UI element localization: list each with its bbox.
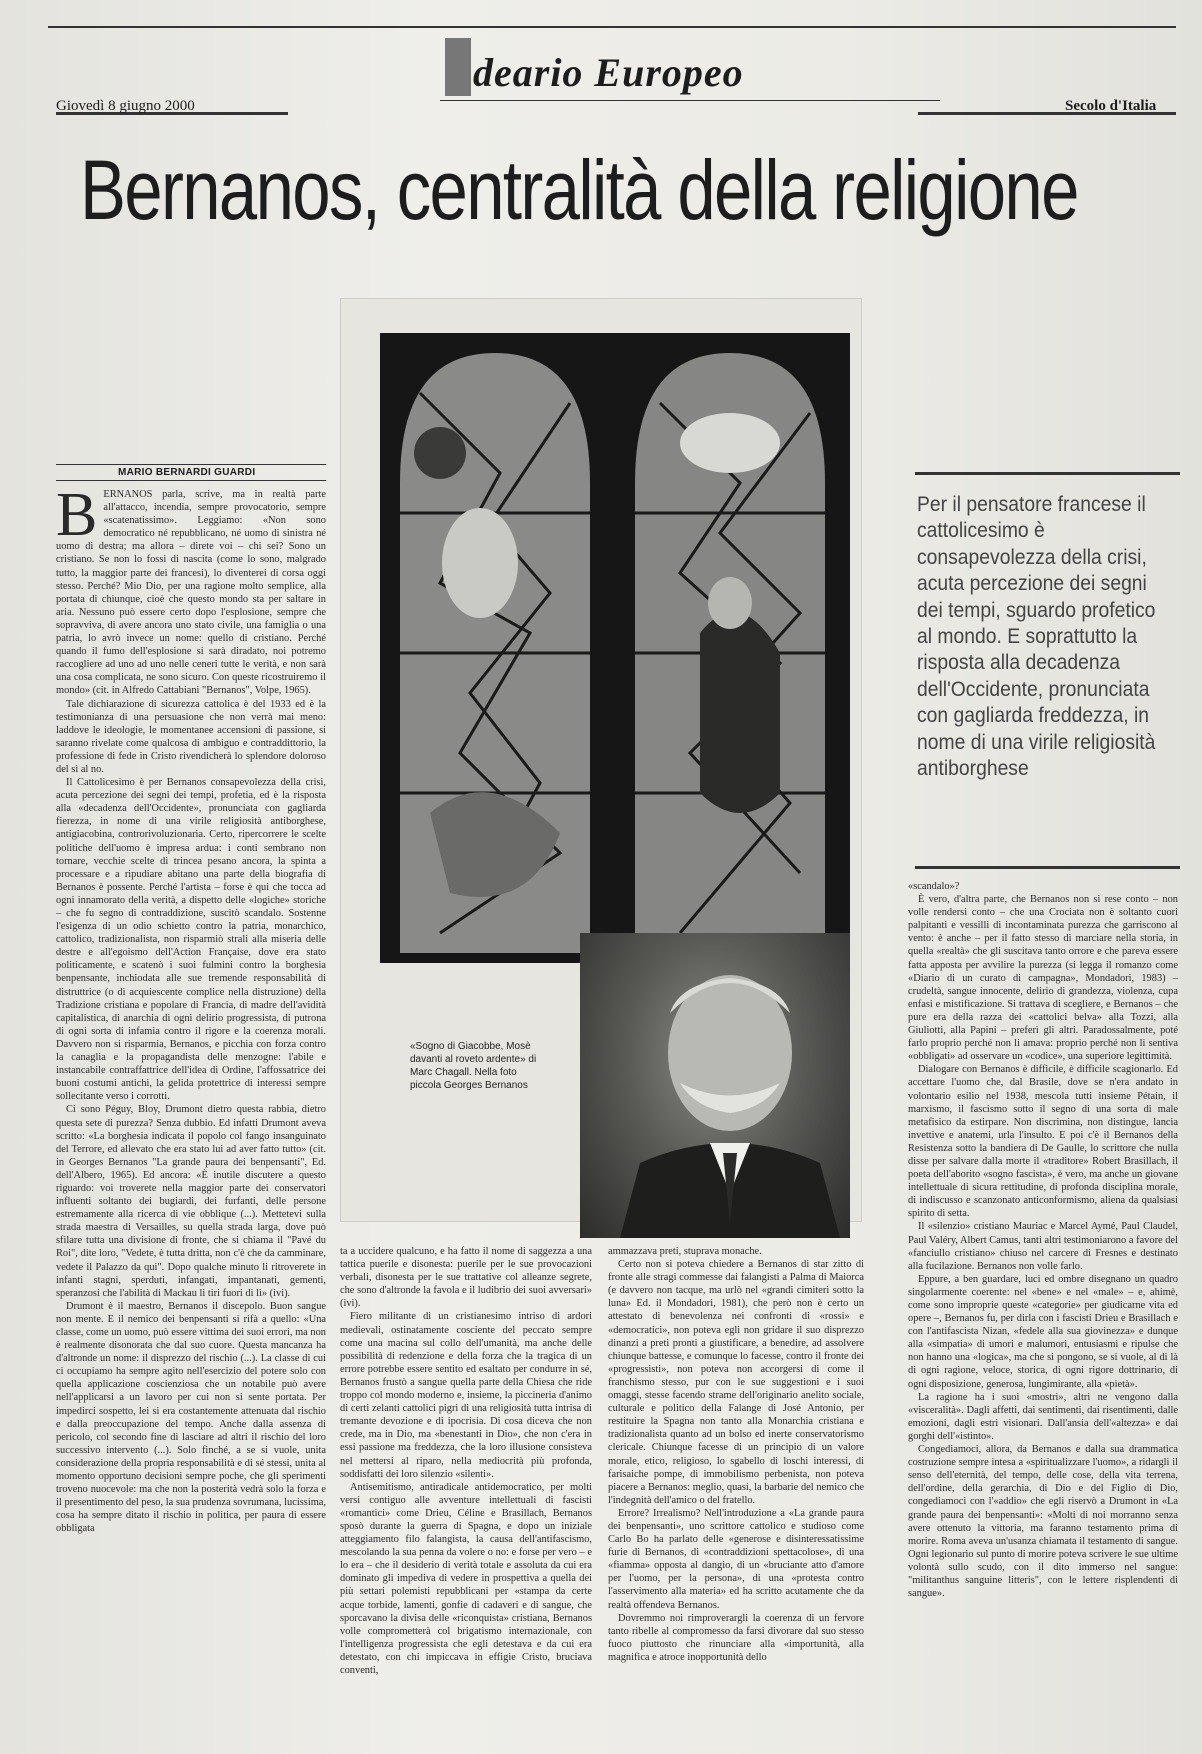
column-2	[340, 1245, 592, 1743]
paragraph: Eppure, a ben guardare, luci ed ombre disegnano un quadro singolarmente coerente: nel «bene» e nel «male» – e, ahimè, come sono improprie queste «categorie» per giudicarne vita ed opere –, Bernanos fu, per dirla con i fascisti Drieu e Brasillach e con l'antifascista Nizan, «fedele alla sua giovinezza» e dunque alla «simpatia» di umori e malumori, entusiasmi e ripulse che non hanno una «logica», ma che si pongono, se si vuole, al di là di ogni ragione, veloce, storica, di ogni rigore dottrinario, di ogni disposizione, generosa, lungimirante, alla «pietà».	[908, 1273, 1178, 1390]
headline: Bernanos, centralità della religione	[80, 143, 1078, 237]
stained-glass-image	[380, 333, 850, 963]
column-3	[608, 1245, 864, 1743]
byline-rule-bottom	[56, 480, 326, 481]
pullquote-rule-top	[915, 472, 1180, 475]
portrait-illustration	[580, 933, 850, 1238]
paragraph: Antisemitismo, antiradicale antidemocratico, per molti versi contiguo alle avventure intellettuali di fascisti «romantici» come Drieu, Céline e Brasillach, Bernanos sposò durante la guerra di Spagna, e dopo un iniziale atteggiamento filo falangista, la causa dell'antifascismo, mescolando la sua penna da volere o no: e forse per vero – e lo era – che il desiderio di verità totale e assoluta da cui era dominato gli impediva di vedere in prospettiva a quella dei più settari polemisti repubblicani per «stampa da certe acque torbide, lamenti, gonfie di cadaveri e di sangue, che sporcavano la divisa delle «riconquista» cristiana, Bernanos volle comprometterà col brigatismo internazionale, con l'intelligenza progressista che egli detestava e da cui era detestato, con chi impiccava in effigie Cristo, bruciava conventi,	[340, 1481, 592, 1676]
image-caption: «Sogno di Giacobbe, Mosè davanti al roveto ardente» di Marc Chagall. Nella foto piccola Georges Bernanos	[410, 1041, 537, 1091]
paragraph: Fiero militante di un cristianesimo intriso di ardori medievali, ostinatamente cosciente del peccato sempre come una macina sul collo dell'umanità, ma anche delle possibilità di redenzione e della forza che la tragica di un errore potrebbe essere sentito ed esaltato per condurre in sé, Bernanos frustò a sangue quella parte della Chiesa che ride troppo col mondo moderno e, insieme, la piccineria d'animo di certi zelanti cattolici pigri di una religiosità tutta intrisa di tremante devozione e di ipocrisia. Di cosa diceva che non crede, ma in Dio, ma «benestanti in Dio», che non c'era in essi passione ma freddezza, che la loro illusione consisteva nel mettersi al riparo, nella mediocrità più profonda, soddisfatti dei loro silenzio «silenti».	[340, 1311, 592, 1480]
pull-quote: Per il pensatore francese il cattolicesimo è consapevolezza della crisi, acuta percezione dei segni dei tempi, sguardo profetico al mondo. E soprattutto la risposta alla decadenza dell'Occidente, pronunciata con gagliarda freddezza, in nome di una virile religiosità antiborghese	[917, 493, 1156, 781]
dropcap: B	[56, 488, 98, 549]
paragraph: ammazzava preti, stuprava monache.	[608, 1246, 762, 1257]
portrait-photo	[580, 933, 850, 1238]
paragraph: ta a uccidere qualcuno, e ha fatto il nome di saggezza a una tattica puerile e disonesta: puerile per le sue provocazioni verbali, disonesta per le sue trattative col alleanze segrete, che sono d'altronde la favola e il ludibrio dei suoi avversari» (ivi).	[340, 1246, 592, 1310]
byline-rule-top	[56, 464, 326, 465]
section-title: deario Europeo	[445, 38, 744, 96]
newspaper-name: Secolo d'Italia	[1065, 98, 1157, 114]
paragraph: Dovremmo noi rimproverargli la coerenza di un fervore tanto ribelle al compromesso da farsi divorare dal suo stesso fuoco piuttosto che rinunciare alla «importunità, alla magnifica e atroce inopportunità dello	[608, 1612, 864, 1663]
pullquote-rule-bottom	[915, 866, 1180, 869]
section-initial-1	[445, 38, 471, 96]
paragraph: Errore? Irrealismo? Nell'introduzione a «La grande paura dei benpensanti», uno scrittore cattolico e studioso come Carlo Bo ha parlato delle «generose e disinteressatissime furie di Bernanos, di «contraddizioni spettacolose», di una «fiamma» opposta al dangio, di un «bruciante atto d'amore per l'uomo, per la persona», di una «protesta contro l'asservimento alla materia» ed ha scritto acutamente che da realtà offendeva Bernanos.	[608, 1507, 864, 1611]
byline: MARIO BERNARDI GUARDI	[118, 467, 256, 478]
masthead-rule-center	[440, 100, 940, 101]
paragraph: Dialogare con Bernanos è difficile, è difficile scagionarlo. Ed accettare l'uomo che, dal Brasile, dove se n'era andato in volontario esilio nel 1938, mescola tutti insieme Pétain, il marxismo, il fascismo sotto il segno di una sorta di male metafisico da estirpare. Non discrimina, non distingue, lancia invettive e anatemi, urla l'insulto. E poi c'è il Bernanos della Resistenza sotto la bandiera di De Gaulle, lo scrittore che nulla disse per salvare dalla morte il «traditore» Robert Brasillach, il poeta dell'aborito «sogno fascista», è vero, ma anche un giovane intellettuale di sicura rettitudine, di profonda disciplina morale, di indiscusso e scanzonato anticonformismo, aliena da qualsiasi spirito di setta.	[908, 1064, 1178, 1220]
paragraph: La ragione ha i suoi «mostri», altri ne vengono dalla «visceralità». Dagli affetti, dai sentimenti, dai risentimenti, dalle emozioni, dagli estri visionari. Dall'ansia dell'«altezza» e dai gorghi dell'«istinto».	[908, 1391, 1178, 1442]
paragraph: È vero, d'altra parte, che Bernanos non si rese conto – non volle rendersi conto – che una Crociata non è soltanto cuori palpitanti e vessilli di incontaminata purezza che garriscono al vento: è anche – per il fatto stesso di marciare nella storia, in quella «realtà» che gli suscitava tanto orrore e che pareva essere fatta apposta per avvilire la purezza (si legga il romanzo come «Diario di un curato di campagna», Mondadori, 1983) – crudeltà, sangue innocente, delirio di grandezza, violenza, cupa enfasi e mistificazione. Si trattava di scegliere, e Bernanos – che pure era della razza dei «cattolici belva» alla Tozzi, alla Giuliotti, alla Papini – preferì gli altri. Paradossalmente, poté farlo proprio perché non li amava: proprio perché non li sentiva «obbligati» ad osservare un «codice», una superiore legittimità.	[908, 894, 1178, 1063]
paragraph: Tale dichiarazione di sicurezza cattolica è del 1933 ed è la testimonianza di una persuasione che non verrà mai meno: laddove le ideologie, le momentanee accensioni di passione, si saranno rivelate come qualcosa di ambiguo e contraddittorio, la professione di fede in Cristo rivendicherà lo splendore doloroso del sì al no.	[56, 698, 326, 775]
paragraph: «scandalo»?	[908, 881, 960, 892]
column-4	[908, 880, 1178, 1743]
paragraph: Congediamoci, allora, da Bernanos e dalla sua drammatica costruzione sempre intesa a «spiritualizzare l'uomo», a ridargli il senso dell'eternità, del tempo, delle cose, della vita terrena, dell'ordine, della gerarchia, di Dio e del Figlio di Dio, congediamoci con l'«addio» che egli riservò a Drumont in «La grande paura dei benpensanti»: «Molti di noi morranno senza avere ottenuto la vittoria, ma faranno testamento prima di morire. Roma aveva un'usanza chiamata il testamento di sangue. Ogni legionario sul punto di morire poteva scrivere le sue ultime volontà sullo scudo, con il dito immerso nel sangue: "militanthus sanguine litteris", con le lettere risplendenti di sangue».	[908, 1444, 1178, 1600]
paragraph: Ci sono Péguy, Bloy, Drumont dietro questa rabbia, dietro questa sete di purezza? Senza dubbio. Ed infatti Drumont aveva scritto: «La borghesia indicata il popolo col fango insanguinato del Terrore, ed allevato che era stato lui ad aver fatto tutto» (cit. in Georges Bernanos "La grande paura dei benpensanti", Ed. dell'Albero, 1965). Ed ancora: «È inutile discutere a questo riguardo: voi troverete nella maggior parte dei conservatori influenti soltanto dei bugiardi, dei furfanti, delle persone estremamente alla ricerca di vie obblique (...). Mettetevi sulla strada maestra di Versailles, su quella strada larga, dove può sfilare tutta una divisione di fronte, che si chiama il "Pavé du Roi", dite loro, "Vedete, è tutta dritta, non c'è che da camminare, vedete il Palazzo da qui". Dopo qualche minuto li ritroverete in infanti stagni, sperduti, infangati, impantanati, gementi, speranzosi che l'abilità di Mackau li tiri fuori di lì» (ivi).	[56, 1104, 326, 1299]
issue-date: Giovedì 8 giugno 2000	[56, 98, 195, 114]
paragraph: ERNANOS parla, scrive, ma in realtà parte all'attacco, incendia, sempre provocatorio, sempre «scatenatissimo». Leggiamo: «Non sono democratico né repubblicano, né uomo di sinistra né uomo di destra; ma allora – direte voi – chi sei? Sono un cristiano. Se non lo fossi di nascita (come lo sono, malgrado tutto, la maggior parte dei francesi), lo diventerei di corsa oggi stesso. Perché? Mio Dio, per una ragione molto semplice, alla portata di chiunque, cioè che questo mondo sta per saltare in aria. Nessuno può essere certo dopo l'esplosione, sempre che sopravviva, di avere ancora uno stato civile, una famiglia o una patria, lo avrò invece un nome: quello di cristiano. Perché quando il fumo dell'esplosione si sarà diradato, noi potremo raccogliere ad uno ad uno nelle ceneri tutte le verità, e non sarà una cosa complicata, ne sono sicuro. Con queste ricostruiremo il mondo» (cit. in Alfredo Cattabiani "Bernanos", Volpe, 1965).	[56, 489, 326, 697]
paragraph: Drumont è il maestro, Bernanos il discepolo. Buon sangue non mente. E il nemico dei benpensanti si rifà a quello: «Una classe, come un uomo, può essere vittima dei suoi errori, ma non è realmente disonorata che dal suo cuore. Questa mancanza ha d'altronde un nome: il disprezzo del rischio (...). La classe di cui ci occupiamo ha sempre agito nell'esercizio del potere solo con quella applicazione coscienziosa che un notabile può avere nell'applicarsi a un lavoro per cui non si sente portata. Per impedirci sospetto, lei si era costantemente attenuata dal rischio e dalla preoccupazione del tempo. Anche dalla assenza di pericolo, col secondo fine di lasciare ad altri il rischio del loro successivo intervento (...). Solo finché, a se si vuole, unita considerazione della propria responsabilità e di sé stessi, unita al momento opportuno decisioni sempre poche, che gli sperimenti troveno nuocevole: ma che non la posterità vedrà solo la forza e il presentimento del peso, la sua prudenza sovrumana, lucissima, cosa ha sempre ditato il rischio in politica, per paura di essere obbligata	[56, 1300, 326, 1535]
paragraph: Certo non si poteva chiedere a Bernanos di star zitto di fronte alle stragi commesse dai falangisti a Palma di Maiorca (e davvero non tacque, ma urlò nel «grandi cimiteri sotto la luna» Ed. il Mondadori, 1981), che però non è certo un attestato di benevolenza nei confronti di «rossi» e «democratici», non poteva egli non gridare il suo disprezzo dinanzi a preti pronti a giustificare, a benedire, ad assolvere chiunque battesse, e comunque lo facesse, contro il fronte dei «progressisti», non poteva non accorgersi di come il franchismo stesso, pur con le sue suggestioni e i suoi omaggi, stesse facendo strame dell'originario anelito sociale, culturale e politico della Falange di José Antonio, per restituire la Spagna non tanto alla Monarchia cristiana e tradizionalista quanto ad un bolso ed inerte conservatorismo clericale. Chiunque facesse di un principio di un valore morale, etico, religioso, lo sgabello di loschi interessi, di farisaiche pompe, di immobilismo perbenista, non poteva piacere a Bernanos: meglio, quasi, la barbarie del nemico che l'indegnità dell'amico o del fratello.	[608, 1259, 864, 1506]
column-1	[56, 488, 326, 1743]
top-rule	[48, 26, 1176, 28]
paragraph: Il Cattolicesimo è per Bernanos consapevolezza della crisi, acuta percezione dei segni dei tempi, profetia, ed è la risposta alla «decadenza dell'Occidente», pronunciata con gagliarda fierezza, in nome di una virile religiosità antiborghese, antigiacobina, controrivoluzionaria. Certo, ripercorrere le scelte politiche dell'uomo è impresa ardua: i conti sembrano non tornare, vecchie scelte di trincea pesano ancora, la spinta a processare e a ripudiare abitano una parte della biografia di Bernanos è possente. Perché l'artista – forse è qui che tocca ad ogni innamorato della verità, a dispetto delle «logiche» storiche – che fu segno di contraddizione, suscitò scandalo. Sostenne l'esigenza di un odio schietto contro la patria, monarchico, cattolico, tradizionalista, non risparmiò strali alla miseria delle destre e all'egoismo dell'Action Française, dove era stato politicamente, e scatenò i suoi fulmini contro la borghesia benpensante, inchiodata alle sue tremende responsabilità di distruttrice (o di acquiescente complice nella distruzione) della Tradizione cristiana e popolare di Francia, di madre dell'avidità capitalistica, di anarchia di ogni delirio progressista, di putrona di ogni sorta di infamia contro il rigore e la coerenza morali. Davvero non si risparmia, Bernanos, e picchia con forza contro la canaglia e la propagandista delle menzogne: l'abile e instancabile contraffattrice dell'idea di Ordine, l'affossatrice dei buoni costumi antichi, la gelida protettrice di interessi sempre sollecitante verso i corrotti.	[56, 777, 326, 1103]
paragraph: Il «silenzio» cristiano Mauriac e Marcel Aymé, Paul Claudel, Paul Valéry, Albert Camus, tanti altri testimoniarono a favore del «fanciullo cristiano» chiuso nel carcere di Fresnes e destinato alla fucilazione. Bernanos non volle farlo.	[908, 1221, 1178, 1272]
